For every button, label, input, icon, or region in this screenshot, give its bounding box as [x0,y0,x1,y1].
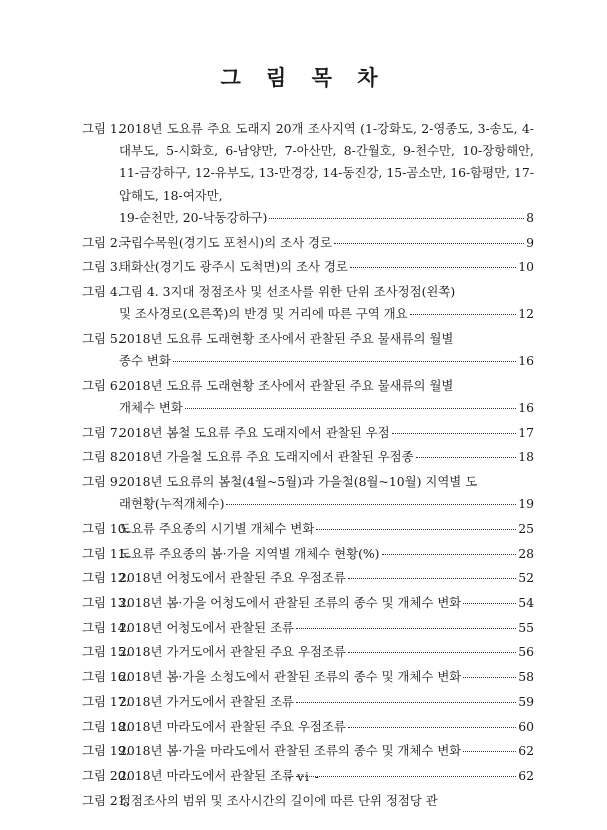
figure-number: 그림 18. [82,718,130,734]
dot-leader [226,492,516,505]
figure-caption: 그림 4. 3지대 정점조사 및 선조사를 위한 단위 조사정점(왼쪽) [119,283,456,299]
figure-caption-end: 태화산(경기도 광주시 도척면)의 조사 경로 [119,259,348,275]
figure-entry[interactable] [82,328,534,372]
figure-entry[interactable] [82,281,534,325]
figure-number: 그림 12. [82,570,130,586]
figure-caption-end: 2018년 마라도에서 관찰된 주요 우점조류 [119,718,346,734]
figure-number: 그림 17. [82,693,130,709]
dot-leader [348,640,516,653]
page-ref: 55 [518,619,534,635]
figure-number: 그림 2. [82,234,122,250]
dot-leader [410,302,517,315]
dot-leader [350,255,516,268]
figure-number: 그림 7. [82,424,122,440]
figure-number: 그림 19. [82,743,130,759]
figure-caption-end: 개체수 변화 [119,399,183,415]
dot-leader [296,615,516,628]
page-ref: 56 [518,644,534,660]
dot-leader [416,445,517,458]
figure-caption-end: 도요류 주요종의 봄·가을 지역별 개체수 현황(%) [119,545,380,561]
page-ref: 19 [518,496,534,512]
figure-entry[interactable] [82,716,534,738]
figure-caption-end: 2018년 봄·가을 소청도에서 관찰된 조류의 종수 및 개체수 변화 [119,669,462,685]
figure-caption-end: 2018년 어청도에서 관찰된 조류 [119,619,295,635]
figure-number: 그림 11. [82,545,130,561]
page-ref: 25 [518,520,534,536]
figure-number: 그림 5. [82,330,122,346]
page-ref: 9 [526,234,534,250]
dot-leader [269,205,524,218]
figure-entry[interactable] [82,592,534,614]
figure-caption-end: 및 조사경로(오른쪽)의 반경 및 거리에 따른 구역 개요 [119,306,408,322]
figure-number: 그림 9. [82,474,122,490]
figure-caption-end: 2018년 봄철 도요류 주요 도래지에서 관찰된 우점 [119,424,390,440]
dot-leader [296,689,516,702]
figure-entry[interactable] [82,118,534,229]
page-ref: 28 [518,545,534,561]
dot-leader [316,517,516,530]
figure-entry[interactable] [82,518,534,540]
dot-leader [463,739,516,752]
page-ref: 17 [518,424,534,440]
dot-leader [185,396,516,409]
page-ref: 54 [518,595,534,611]
figure-caption-end: 2018년 가거도에서 관찰된 주요 우점조류 [119,644,346,660]
figure-caption-end: 2018년 봄·가을 마라도에서 관찰된 조류의 종수 및 개체수 변화 [119,743,462,759]
dot-leader [392,420,517,433]
figure-number: 그림 14. [82,619,130,635]
figure-caption: 2018년 도요류 도래현황 조사에서 관찰된 주요 물새류의 월별 [119,377,454,393]
figure-number: 그림 13. [82,595,130,611]
dot-leader [382,541,517,554]
figure-caption-end: 19-순천만, 20-낙동강하구) [119,209,268,225]
page-ref: 8 [526,209,534,225]
page-ref: 12 [518,306,534,322]
figure-entry[interactable] [82,617,534,639]
dot-leader [348,566,516,579]
figure-caption-end: 국립수목원(경기도 포천시)의 조사 경로 [119,234,332,250]
figure-caption: 2018년 도요류 도래현황 조사에서 관찰된 주요 물새류의 월별 [119,330,454,346]
figure-caption-end: 2018년 가거도에서 관찰된 조류 [119,693,295,709]
figure-entry[interactable] [82,790,534,812]
figure-number: 그림 8. [82,449,122,465]
figure-entry[interactable] [82,256,534,278]
page-number: - vi - [287,770,320,784]
figure-caption-end: 2018년 봄·가을 어청도에서 관찰된 조류의 종수 및 개체수 변화 [119,595,462,611]
figure-number: 그림 1. [82,121,122,136]
dot-leader [348,714,516,727]
figure-entry[interactable] [82,567,534,589]
page-ref: 59 [518,693,534,709]
figure-number: 그림 15. [82,644,130,660]
page-ref: 16 [518,353,534,369]
figure-caption: 2018년 도요류 주요 도래지 20개 조사지역 (1-강화도, 2-영종도, 3-송도, 4-대부도, 5-시화호, 6-남양만, 7-아산만, 8-간월호, 9-천수만, 10-장항해안, 11-금강하구, 12-유부도, 13-만경강, 14-동진강, 15-곰소만, 16-함평만, 17- 압해도, 18-여자만, [119,121,534,203]
page-ref: 62 [518,767,534,783]
figure-entry[interactable] [82,232,534,254]
figure-entry[interactable] [82,641,534,663]
figure-entry[interactable] [82,543,534,565]
figure-entry[interactable] [82,422,534,444]
figure-entry[interactable] [82,375,534,419]
figure-entry[interactable] [82,446,534,468]
figure-number: 그림 20. [82,767,130,783]
figure-caption-end: 래현황(누적개체수) [119,496,225,512]
figure-caption-end: 도요류 주요종의 시기별 개체수 변화 [119,520,315,536]
dot-leader [173,349,516,362]
figure-caption-end: 2018년 마라도에서 관찰된 조류 [119,767,295,783]
page-ref: 58 [518,669,534,685]
page-title: 그 림 목 차 [220,65,387,90]
figure-entry[interactable] [82,471,534,515]
page-ref: 52 [518,570,534,586]
figure-number: 그림 21. [82,792,130,808]
page-ref: 16 [518,399,534,415]
figure-caption-end: 종수 변화 [119,353,171,369]
figure-number: 그림 16. [82,669,130,685]
page-ref: 10 [518,259,534,275]
page-ref: 62 [518,743,534,759]
figure-list [82,118,534,814]
figure-caption-end: 2018년 가을철 도요류 주요 도래지에서 관찰된 우점종 [119,449,414,465]
page-ref: 18 [518,449,534,465]
dot-leader [463,591,516,604]
dot-leader [334,230,524,243]
figure-number: 그림 3. [82,259,122,275]
figure-number: 그림 4. [82,283,122,299]
figure-entry[interactable] [82,691,534,713]
figure-number: 그림 10. [82,520,130,536]
figure-caption: 정점조사의 범위 및 조사시간의 길이에 따른 단위 정점당 관 [119,792,438,808]
figure-caption: 2018년 도요류의 봄철(4월~5월)과 가을철(8월~10월) 지역별 도 [119,474,478,490]
figure-entry[interactable] [82,740,534,762]
figure-caption-end: 2018년 어청도에서 관찰된 주요 우점조류 [119,570,346,586]
figure-number: 그림 6. [82,377,122,393]
page-ref: 60 [518,718,534,734]
figure-entry[interactable] [82,666,534,688]
dot-leader [463,665,516,678]
